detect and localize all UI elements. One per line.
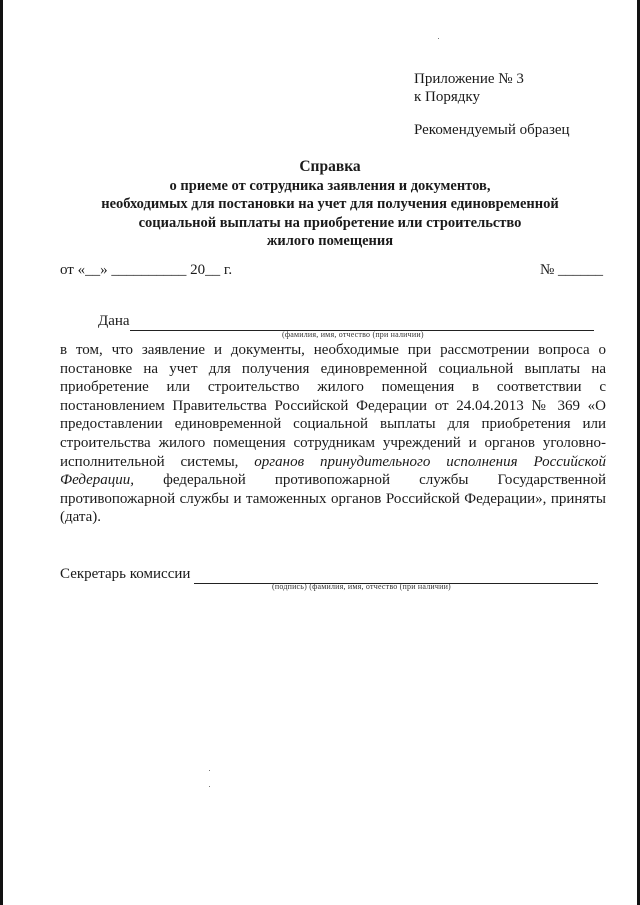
signature-caption: (подпись) (фамилия, имя, отчество (при наличии)	[272, 582, 451, 591]
secretary-label: Секретарь комиссии	[60, 566, 191, 582]
scan-speck	[209, 786, 210, 787]
scan-border-left	[0, 0, 3, 905]
scan-speck	[438, 38, 439, 39]
number-field: № ______	[540, 262, 604, 278]
recommended-sample-label: Рекомендуемый образец	[414, 122, 570, 138]
scan-speck	[209, 770, 210, 771]
title-line-4: жилого помещения	[266, 233, 394, 249]
title-line-1: о приеме от сотрудника заявления и документов,	[169, 177, 491, 194]
appendix-reference	[414, 70, 524, 106]
document-title: Справка	[299, 158, 361, 175]
body-text-part-1: в том, что заявление и документы, необходимые при рассмотрении вопроса о постановке на учет для получения единовременной социальной выплаты на приобретение или строительство жилого помещения в соответствии с постановлением Правительства Российской Федерации от 24.04.2013 № 369 «О предоставлении единовременной социальной выплаты для приобретения или строительства жилого помещения сотрудникам учреждений и органов уголовно-исполнительной системы,	[60, 342, 606, 470]
title-line-3: социальной выплаты на приобретение или строительство	[138, 214, 522, 231]
date-field: от «__» __________ 20__ г.	[60, 262, 233, 278]
body-text-part-2: федеральной противопожарной службы Государственной противопожарной службы и таможенных органов Российской Федерации», приняты (дата).	[60, 472, 606, 526]
name-caption: (фамилия, имя, отчество (при наличии)	[282, 330, 424, 339]
body-paragraph	[60, 341, 606, 527]
appendix-line-2: к Порядку	[414, 89, 480, 105]
issued-to-blank	[130, 313, 594, 331]
issued-to-label: Дана	[98, 313, 130, 329]
issued-to-field	[98, 313, 594, 331]
appendix-line-1: Приложение № 3	[414, 71, 524, 87]
document-title-block	[60, 158, 600, 251]
body-text-italic: органов принудительного исполнения Российской Федерации,	[60, 453, 606, 489]
title-line-2: необходимых для постановки на учет для получения единовременной	[101, 196, 559, 212]
